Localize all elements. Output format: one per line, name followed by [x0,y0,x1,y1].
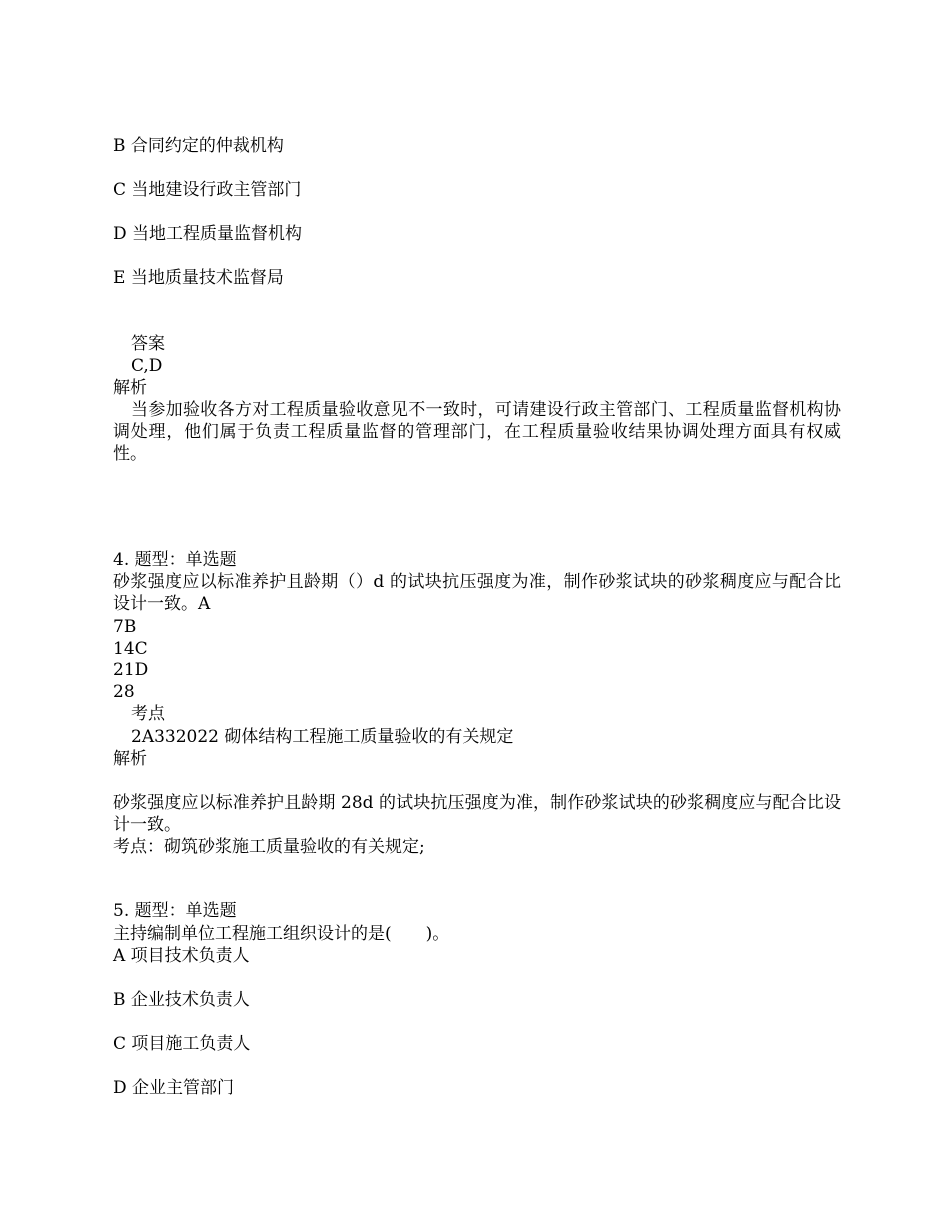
q4-kaodian-label: 考点 [131,704,165,724]
q4-header: 4. 题型：单选题 [113,550,237,570]
q4-option-line: 21D [113,660,149,680]
q4-stem: 砂浆强度应以标准养护且龄期（）d 的试块抗压强度为准，制作砂浆试块的砂浆稠度应与配合比设计一致。A [113,572,841,614]
q4-kaodian-value: 2A332022 砌体结构工程施工质量验收的有关规定 [131,727,514,747]
q3-answer-value: C,D [131,356,163,376]
q5-option-d: D 企业主管部门 [113,1078,235,1098]
q4-kaodian-note: 考点：砌筑砂浆施工质量验收的有关规定; [113,837,425,857]
q3-option-e: E 当地质量技术监督局 [113,268,284,288]
q5-option-b: B 企业技术负责人 [113,990,250,1010]
q5-stem: 主持编制单位工程施工组织设计的是( )。 [113,924,450,944]
q3-analysis-label: 解析 [113,378,147,398]
q5-header: 5. 题型：单选题 [113,901,237,921]
q4-option-line: 7B [113,617,137,637]
q4-option-line: 28 [113,682,135,702]
q3-option-c: C 当地建设行政主管部门 [113,180,302,200]
q5-option-c: C 项目施工负责人 [113,1034,251,1054]
q3-analysis-text: 当参加验收各方对工程质量验收意见不一致时，可请建设行政主管部门、工程质量监督机构协调处理，他们属于负责工程质量监督的管理部门，在工程质量验收结果协调处理方面具有权威性。 [113,400,841,464]
q3-option-d: D 当地工程质量监督机构 [113,224,303,244]
q4-analysis-text: 砂浆强度应以标准养护且龄期 28d 的试块抗压强度为准，制作砂浆试块的砂浆稠度应与配合比设计一致。 [113,793,841,835]
q3-answer-label: 答案 [131,334,165,354]
q4-option-line: 14C [113,639,148,659]
q5-option-a: A 项目技术负责人 [113,946,250,966]
q4-analysis-label: 解析 [113,749,147,769]
q3-option-b: B 合同约定的仲裁机构 [113,136,284,156]
